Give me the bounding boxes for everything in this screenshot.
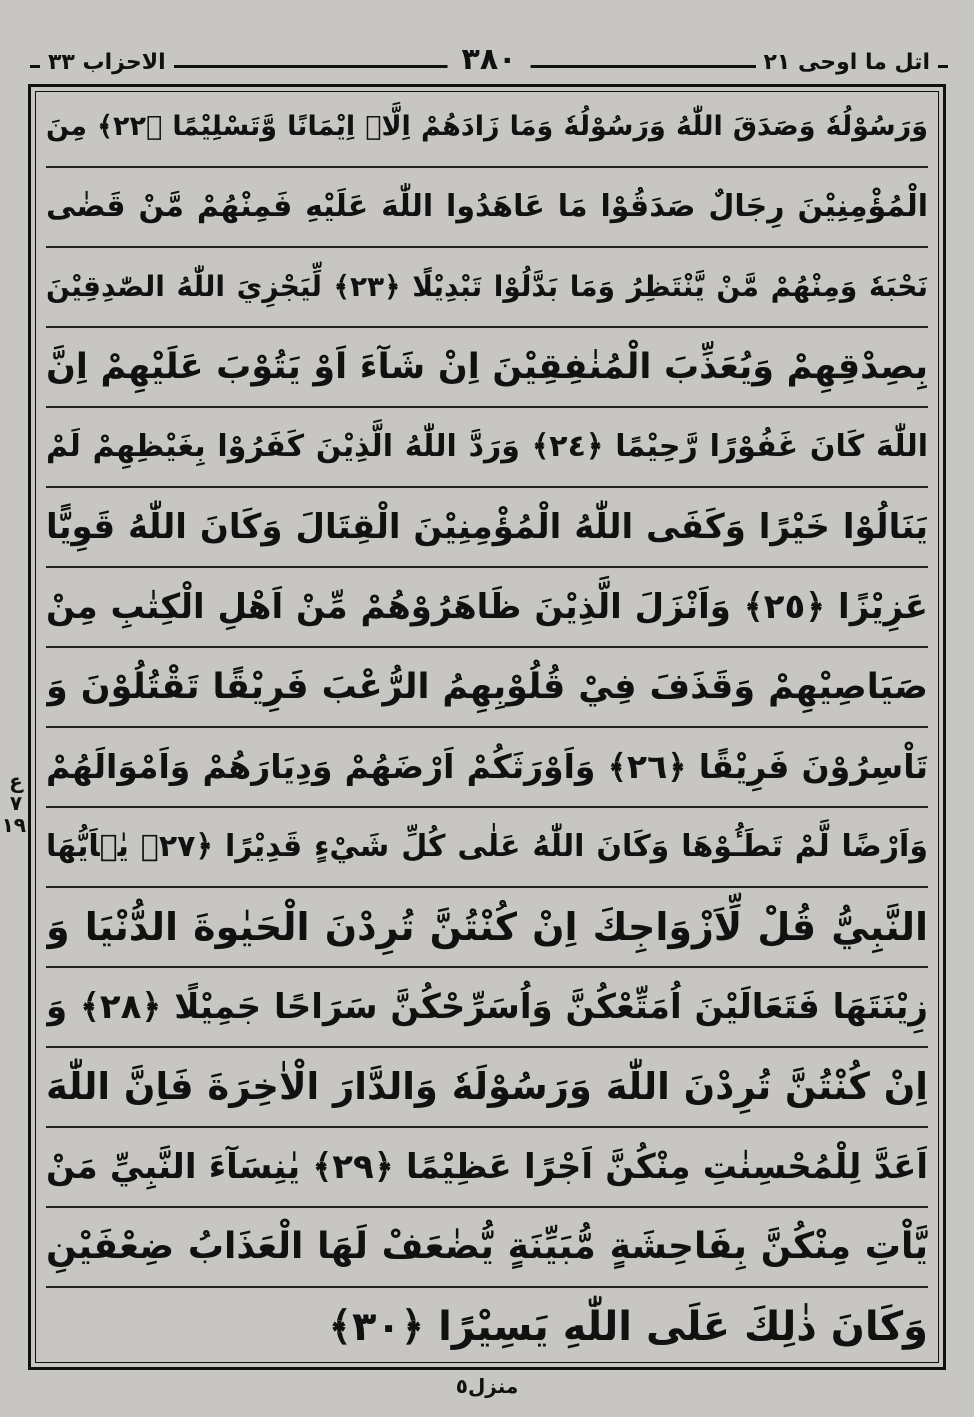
verse-line: وَكَانَ ذٰلِكَ عَلَى اللّٰهِ يَسِيْرًا ﴿٣٠﴾ xyxy=(328,1304,928,1350)
verse-line: الْمُؤْمِنِيْنَ رِجَالٌ صَدَقُوْا مَا عَاهَدُوا اللّٰهَ عَلَيْهِ فَمِنْهُمْ مَّنْ قَضٰى xyxy=(46,172,928,248)
page-header xyxy=(30,42,948,84)
verse-line: اِنْ كُنْتُنَّ تُرِدْنَ اللّٰهَ وَرَسُوْلَهٗ وَالدَّارَ الْاٰخِرَةَ فَاِنَّ اللّٰهَ xyxy=(46,1052,928,1128)
ruku-marker: ع ٧ ١٩ xyxy=(1,769,26,837)
text-frame xyxy=(28,84,946,1370)
verse-line: عَزِيْزًا ﴿٢٥﴾ وَاَنْزَلَ الَّذِيْنَ ظَاهَرُوْهُمْ مِّنْ اَهْلِ الْكِتٰبِ مِنْ xyxy=(46,572,928,648)
text-frame-inner xyxy=(35,91,939,1363)
para-name: اتل ما اوحی ٢١ xyxy=(756,50,939,75)
verse-line: نَحْبَهٗ وَمِنْهُمْ مَّنْ يَّنْتَظِرُ وَمَا بَدَّلُوْا تَبْدِيْلًا ﴿٢٣﴾ لِّيَجْزِيَ اللّٰهُ الصّٰدِقِيْنَ xyxy=(46,252,928,328)
manzil-footer: منزل٥ xyxy=(455,1374,519,1398)
verse-line: بِصِدْقِهِمْ وَيُعَذِّبَ الْمُنٰفِقِيْنَ اِنْ شَآءَ اَوْ يَتُوْبَ عَلَيْهِمْ اِنَّ xyxy=(46,332,928,408)
verse-line: النَّبِيُّ قُلْ لِّاَزْوَاجِكَ اِنْ كُنْتُنَّ تُرِدْنَ الْحَيٰوةَ الدُّنْيَا وَ xyxy=(46,892,928,968)
verse-lines xyxy=(36,92,938,1362)
verse-line: تَاْسِرُوْنَ فَرِيْقًا ﴿٢٦﴾ وَاَوْرَثَكُمْ اَرْضَهُمْ وَدِيَارَهُمْ وَاَمْوَالَهُمْ xyxy=(46,732,928,808)
verse-line: وَرَسُوْلُهٗ وَصَدَقَ اللّٰهُ وَرَسُوْلُهٗ وَمَا زَادَهُمْ اِلَّاۤ اِيْمَانًا وَّتَسْلِيْمًا ﴿٢٢﴾ مِنَ xyxy=(46,92,928,168)
page-number: ٣٨٠ xyxy=(448,42,531,77)
verse-line: وَاَرْضًا لَّمْ تَطَـُٔوْهَا وَكَانَ اللّٰهُ عَلٰى كُلِّ شَيْءٍ قَدِيْرًا ﴿٢٧﴾ يٰۤاَيُّهَا xyxy=(46,812,928,888)
verse-line: يَنَالُوْا خَيْرًا وَكَفَى اللّٰهُ الْمُؤْمِنِيْنَ الْقِتَالَ وَكَانَ اللّٰهُ قَوِيًّا xyxy=(46,492,928,568)
surah-name: الاحزاب ٣٣ xyxy=(40,50,174,75)
verse-line: اَعَدَّ لِلْمُحْسِنٰتِ مِنْكُنَّ اَجْرًا عَظِيْمًا ﴿٢٩﴾ يٰنِسَآءَ النَّبِيِّ مَنْ xyxy=(46,1132,928,1208)
verse-line: اللّٰهَ كَانَ غَفُوْرًا رَّحِيْمًا ﴿٢٤﴾ وَرَدَّ اللّٰهُ الَّذِيْنَ كَفَرُوْا بِغَيْظِهِمْ لَمْ xyxy=(46,412,928,488)
verse-line: صَيَاصِيْهِمْ وَقَذَفَ فِيْ قُلُوْبِهِمُ الرُّعْبَ فَرِيْقًا تَقْتُلُوْنَ وَ xyxy=(46,652,928,728)
verse-line: يَّاْتِ مِنْكُنَّ بِفَاحِشَةٍ مُّبَيِّنَةٍ يُّضٰعَفْ لَهَا الْعَذَابُ ضِعْفَيْنِ xyxy=(46,1212,928,1288)
verse-line: زِيْنَتَهَا فَتَعَالَيْنَ اُمَتِّعْكُنَّ وَاُسَرِّحْكُنَّ سَرَاحًا جَمِيْلًا ﴿٢٨﴾ وَ xyxy=(46,972,928,1048)
